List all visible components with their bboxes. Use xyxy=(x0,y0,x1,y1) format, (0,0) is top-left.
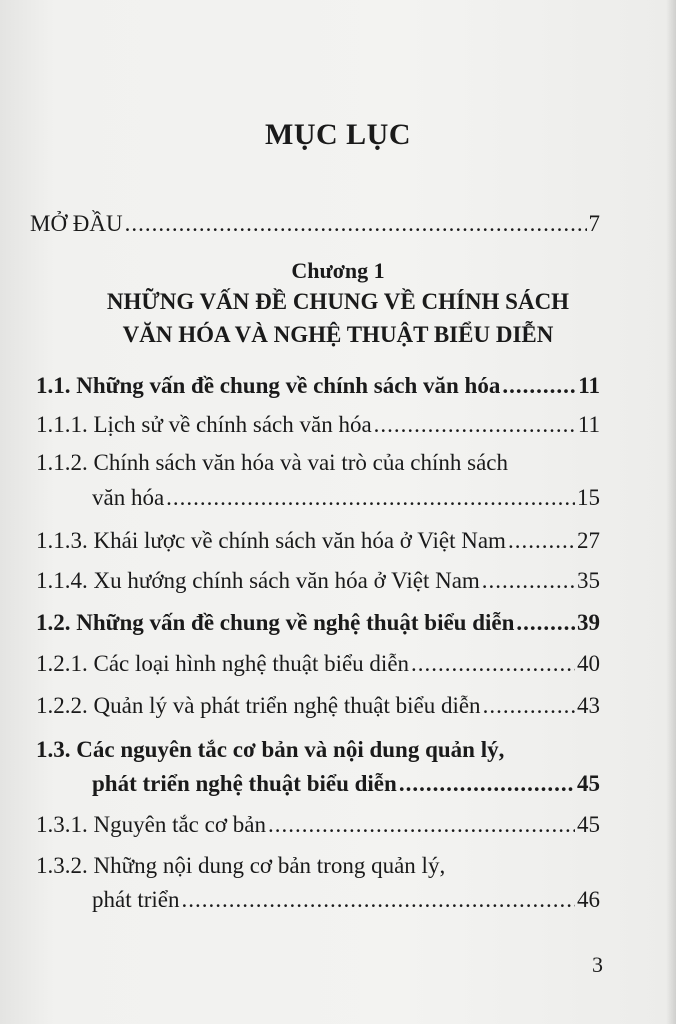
leader-dots xyxy=(374,411,576,439)
toc-label: 1.2. Những vấn đề chung về nghệ thuật biểu diễn xyxy=(36,610,515,635)
toc-entry-1-1-1 xyxy=(36,411,600,439)
chapter-number: Chương 1 xyxy=(291,258,385,283)
leader-dots xyxy=(166,484,575,512)
toc-entry-1-1-4 xyxy=(36,567,600,595)
toc-page-number: 11 xyxy=(577,412,600,437)
toc-label: 1.1.1. Lịch sử về chính sách văn hóa xyxy=(36,412,372,437)
toc-label: 1.3.1. Nguyên tắc cơ bản xyxy=(36,812,266,837)
toc-entry-1-2 xyxy=(36,609,600,637)
page-title: MỤC LỤC xyxy=(265,118,411,151)
toc-page-number: 7 xyxy=(588,211,600,236)
toc-entry-1-1-2 xyxy=(92,484,600,512)
leader-dots xyxy=(182,886,576,914)
page-number: 3 xyxy=(592,952,603,977)
toc-entry-1-2-1 xyxy=(36,650,600,678)
toc-label: 1.1. Những vấn đề chung về chính sách văn hóa xyxy=(36,373,501,398)
toc-page-number: 15 xyxy=(577,485,600,510)
toc-label: phát triển nghệ thuật biểu diễn xyxy=(92,771,397,796)
toc-page-number: 45 xyxy=(577,812,600,837)
toc-page-number: 27 xyxy=(577,528,600,553)
toc-entry-1-3-2 xyxy=(92,886,600,914)
toc-label-1-3-line1: 1.3. Các nguyên tắc cơ bản và nội dung quản lý, xyxy=(36,737,505,762)
leader-dots xyxy=(502,372,576,400)
toc-page-number: 35 xyxy=(577,568,600,593)
leader-dots xyxy=(482,567,575,595)
chapter-title-line1: NHỮNG VẤN ĐỀ CHUNG VỀ CHÍNH SÁCH xyxy=(106,289,570,314)
leader-dots xyxy=(483,692,575,720)
toc-label: 1.1.3. Khái lược về chính sách văn hóa ở Việt Nam xyxy=(36,528,506,553)
toc-label: MỞ ĐẦU xyxy=(30,211,123,236)
toc-entry-1-2-2 xyxy=(36,692,600,720)
toc-label: phát triển xyxy=(92,887,180,912)
leader-dots xyxy=(268,811,575,839)
toc-page-number: 39 xyxy=(577,610,600,635)
toc-entry-1-1-3 xyxy=(36,527,600,555)
toc-page-number: 40 xyxy=(577,651,600,676)
toc-entry-intro xyxy=(30,210,600,238)
toc-entry-1-3-1 xyxy=(36,811,600,839)
chapter-title-line2: VĂN HÓA VÀ NGHỆ THUẬT BIỂU DIỄN xyxy=(122,322,554,347)
leader-dots xyxy=(399,770,575,798)
leader-dots xyxy=(125,210,587,238)
toc-label: 1.2.1. Các loại hình nghệ thuật biểu diễn xyxy=(36,651,410,676)
toc-page-number: 45 xyxy=(577,771,600,796)
toc-label-1-3-2-line1: 1.3.2. Những nội dung cơ bản trong quản lý, xyxy=(36,853,446,878)
leader-dots xyxy=(411,650,575,678)
toc-entry-1-1 xyxy=(36,372,600,400)
toc-label-1-1-2-line1: 1.1.2. Chính sách văn hóa và vai trò của chính sách xyxy=(36,450,509,475)
leader-dots xyxy=(516,609,575,637)
toc-entry-1-3 xyxy=(92,770,600,798)
page-edge-shadow xyxy=(666,0,676,1024)
toc-label: 1.1.4. Xu hướng chính sách văn hóa ở Việt Nam xyxy=(36,568,480,593)
leader-dots xyxy=(508,527,575,555)
toc-page-number: 46 xyxy=(577,887,600,912)
toc-page-number: 43 xyxy=(577,693,600,718)
toc-page-number: 11 xyxy=(578,373,600,398)
toc-label: 1.2.2. Quản lý và phát triển nghệ thuật biểu diễn xyxy=(36,693,481,718)
toc-label: văn hóa xyxy=(92,485,165,510)
